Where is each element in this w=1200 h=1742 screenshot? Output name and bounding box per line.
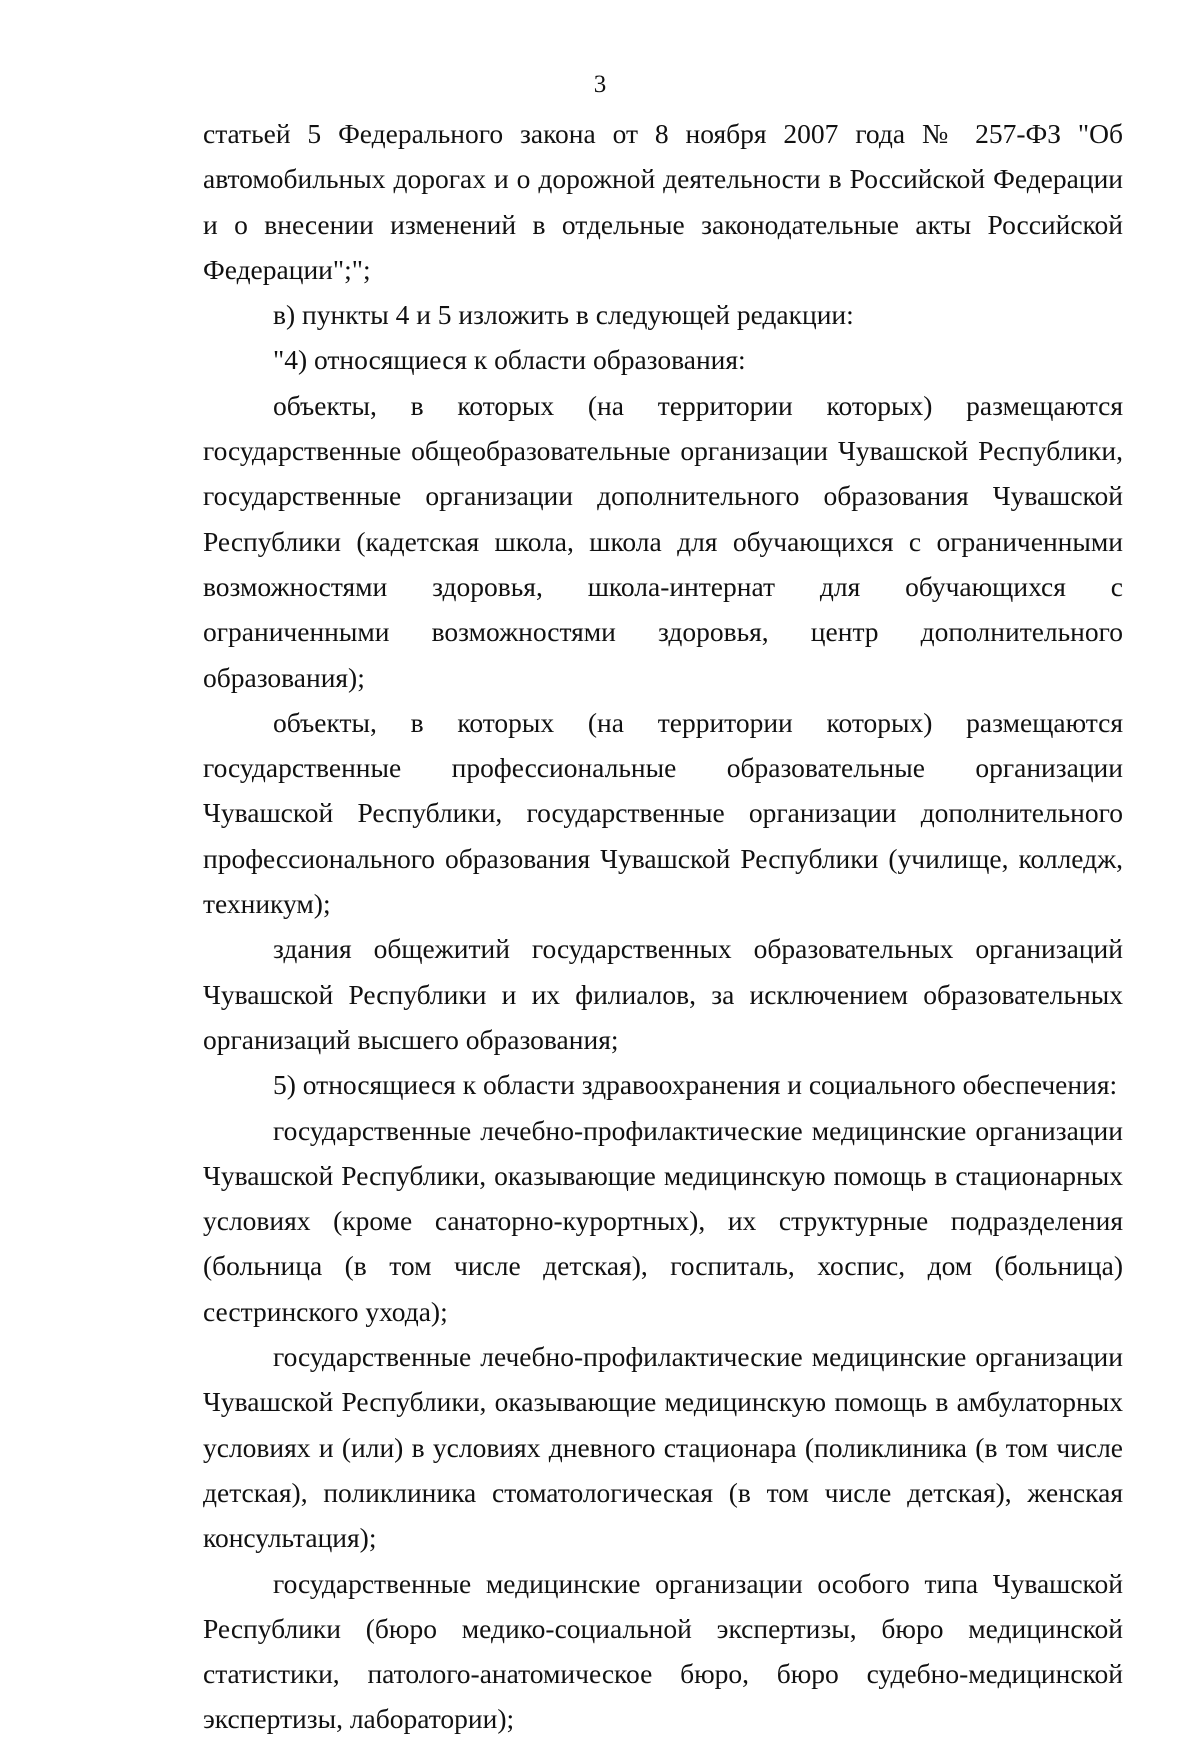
paragraph-dormitories: здания общежитий государственных образовательных организаций Чувашской Республики и их филиалов, за исключением образовательных организаций высшего образования; <box>203 933 1123 1055</box>
paragraph-continuation: статьей 5 Федерального закона от 8 ноября 2007 года № 257-ФЗ "Об автомобильных дорогах и о дорожной деятельности в Российской Федерации и о внесении изменений в отдельные законодательные акты Российской Федерации";"; <box>203 118 1123 285</box>
paragraph-outpatient-organizations: государственные лечебно-профилактические медицинские организации Чувашской Республики, оказывающие медицинскую помощь в амбулаторных условиях и (или) в условиях дневного стационара (поликлиника (в том числе детская), поликлиника стоматологическая (в том числе детская), женская консультация); <box>203 1341 1123 1554</box>
paragraph-special-medical-organizations: государственные медицинские организации особого типа Чувашской Республики (бюро медико-социальной экспертизы, бюро медицинской статистики, патолого-анатомическое бюро, бюро судебно-медицинской экспертизы, лаборатории); <box>203 1567 1123 1735</box>
paragraph-item-v: в) пункты 4 и 5 изложить в следующей редакции: <box>273 299 854 331</box>
page-number: 3 <box>593 71 607 98</box>
document-body <box>203 111 1123 1742</box>
paragraph-inpatient-organizations: государственные лечебно-профилактические медицинские организации Чувашской Республики, оказывающие медицинскую помощь в стационарных условиях (кроме санаторно-курортных), их структурные подразделения (больница (в том числе детская), госпиталь, хоспис, дом (больница) сестринского ухода); <box>203 1114 1123 1327</box>
paragraph-general-education-objects: объекты, в которых (на территории которых) размещаются государственные общеобразовательные организации Чувашской Республики, государственные организации дополнительного образования Чувашской Республики (кадетская школа, школа для обучающихся с ограниченными возможностями здоровья, школа-интернат для обучающихся с ограниченными возможностями здоровья, центр дополнительного образования); <box>203 389 1123 693</box>
paragraph-professional-education-objects: объекты, в которых (на территории которых) размещаются государственные профессиональные образовательные организации Чувашской Республики, государственные организации дополнительного профессионального образования Чувашской Республики (училище, колледж, техникум); <box>203 706 1123 920</box>
paragraph-point-4-heading: "4) относящиеся к области образования: <box>273 344 746 376</box>
paragraph-point-5-heading: 5) относящиеся к области здравоохранения и социального обеспечения: <box>273 1069 1118 1101</box>
